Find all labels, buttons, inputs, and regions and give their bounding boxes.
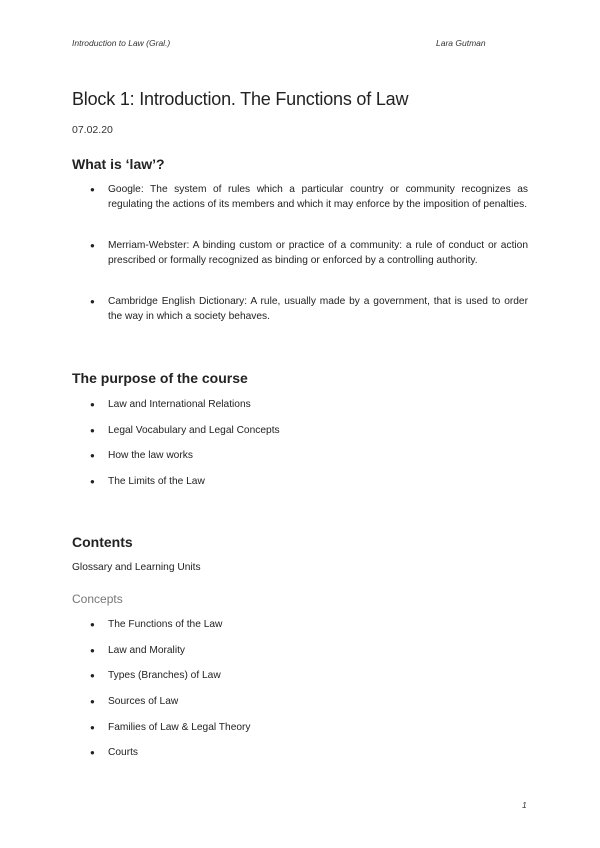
list-item [90, 474, 528, 489]
list-item [90, 617, 528, 632]
running-header-left: Introduction to Law (Gral.) [72, 38, 171, 48]
purpose-item: Law and International Relations [108, 399, 251, 410]
page-number: 1 [522, 800, 527, 810]
concepts-subheading: Concepts [72, 592, 123, 606]
list-item [90, 448, 528, 463]
bullet-icon: ● [90, 451, 95, 460]
list-item [90, 694, 528, 709]
heading-what-is-law: What is ‘law’? [72, 156, 165, 172]
bullet-icon: ● [90, 185, 95, 194]
concept-item: Types (Branches) of Law [108, 670, 221, 681]
bullet-icon: ● [90, 646, 95, 655]
heading-contents: Contents [72, 534, 133, 550]
running-header-right: Lara Gutman [436, 38, 486, 48]
list-item [90, 643, 528, 658]
purpose-item: Legal Vocabulary and Legal Concepts [108, 425, 280, 436]
purpose-item: How the law works [108, 450, 193, 461]
definition-cambridge: Cambridge English Dictionary: A rule, usually made by a government, that is used to order the way in which a society behaves. [108, 296, 528, 322]
page-title: Block 1: Introduction. The Functions of Law [72, 89, 409, 109]
list-item [90, 745, 528, 760]
bullet-icon: ● [90, 426, 95, 435]
bullet-icon: ● [90, 671, 95, 680]
bullet-icon: ● [90, 297, 95, 306]
contents-subtitle: Glossary and Learning Units [72, 562, 201, 573]
heading-purpose: The purpose of the course [72, 370, 248, 386]
concept-item: Courts [108, 747, 139, 758]
concept-item: Sources of Law [108, 696, 179, 707]
definition-merriam-webster: Merriam-Webster: A binding custom or practice of a community: a rule of conduct or action prescribed or formally recognized as binding or enforced by a controlling authority. [108, 240, 528, 266]
list-item [90, 397, 528, 412]
bullet-icon: ● [90, 748, 95, 757]
bullet-icon: ● [90, 241, 95, 250]
list-item [90, 182, 528, 212]
bullet-icon: ● [90, 477, 95, 486]
list-item [90, 423, 528, 438]
document-date: 07.02.20 [72, 124, 113, 136]
list-item [90, 668, 528, 683]
bullet-icon: ● [90, 723, 95, 732]
list-item [90, 238, 528, 268]
bullet-icon: ● [90, 697, 95, 706]
concept-item: Law and Morality [108, 645, 186, 656]
list-item [90, 720, 528, 735]
bullet-icon: ● [90, 620, 95, 629]
purpose-item: The Limits of the Law [108, 476, 205, 487]
list-item [90, 294, 528, 324]
concept-item: The Functions of the Law [108, 619, 223, 630]
bullet-icon: ● [90, 400, 95, 409]
concept-item: Families of Law & Legal Theory [108, 722, 251, 733]
definition-google: Google: The system of rules which a particular country or community recognizes as regulating the actions of its members and which it may enforce by the imposition of penalties. [108, 184, 528, 210]
